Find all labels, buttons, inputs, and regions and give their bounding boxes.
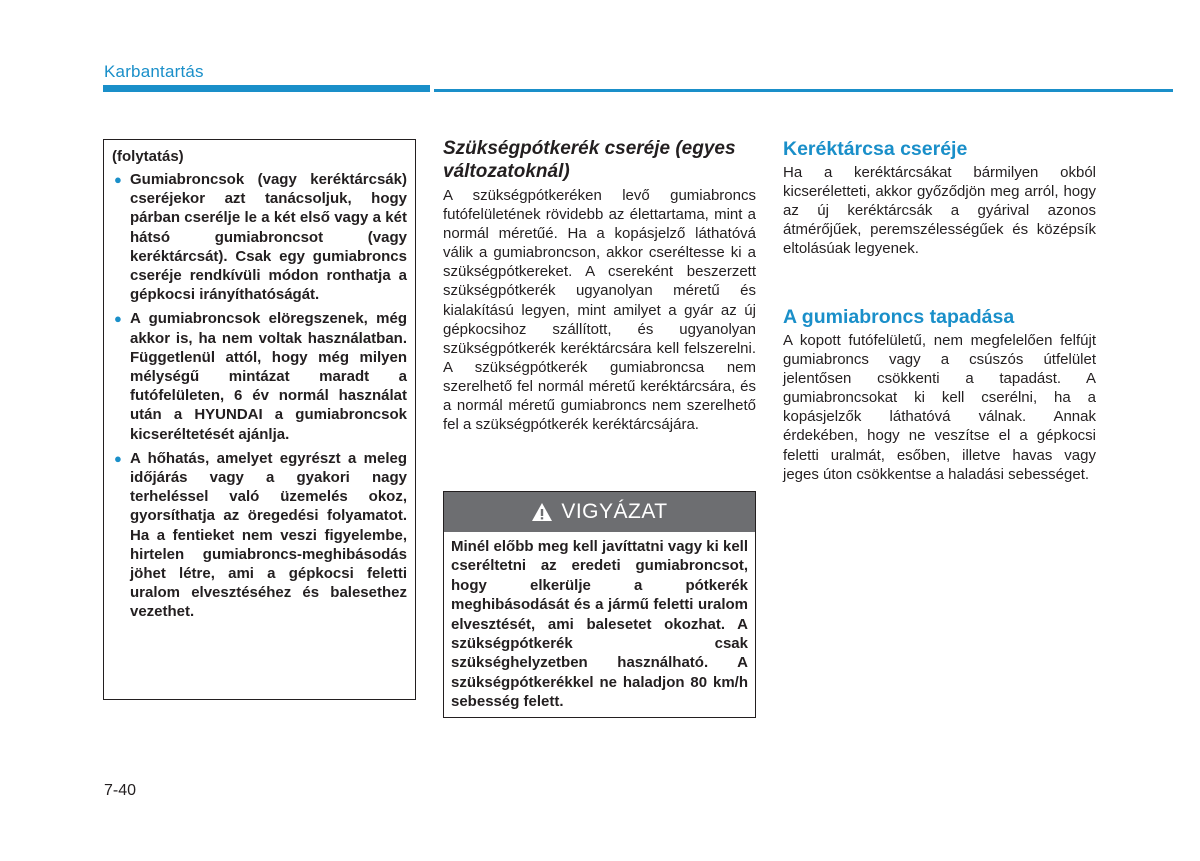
wheel-replacement-heading: Keréktárcsa cseréje (783, 138, 968, 160)
bullet-icon: ● (114, 450, 122, 466)
warning-triangle-icon (531, 502, 553, 522)
traction-section (783, 305, 1096, 484)
header-rule-right (434, 89, 1173, 92)
list-item (112, 449, 407, 622)
list-item (112, 309, 407, 443)
spare-tire-section (443, 137, 756, 434)
list-item (112, 170, 407, 304)
bullet-icon: ● (114, 172, 122, 187)
continued-notice-box (103, 139, 416, 700)
caution-body: Minél előbb meg kell javíttatni vagy ki kell cseréltetni az eredeti gumiabroncsot, hogy elkerülje a pótkerék meghibásodását és a jármű feletti uralom elvesztését, ami balesetet okozhat. A szükségpótkerék csak szükséghelyzetben használható. A szükségpótkerékkel ne haladjon 80 km/h sebesség felett. (451, 538, 748, 711)
traction-body: A kopott futófelületű, nem megfelelően felfújt gumiabroncs vagy a csúszós útfelület jelentősen csökkenti a tapadást. A gumiabroncsokat ki kell cserélni, ha a kopásjelzők láthatóvá válnak. Annak érdekében, hogy ne veszítse el a gépkocsi feletti uralmát, esőben, illetve havas vagy jeges úton csökkentse a haladási sebességet. (783, 332, 1096, 483)
page-number: 7-40 (104, 782, 137, 799)
continued-heading: (folytatás) (112, 148, 184, 165)
wheel-replacement-body: Ha a keréktárcsákat bármilyen okból kicseréletteti, akkor győződjön meg arról, hogy az új keréktárcsák a gyárival azonos átmérőjűek, peremszélességűek és középsík eltolásúak legyenek. (783, 164, 1096, 258)
bullet-text: A gumiabroncsok elöregszenek, még akkor is, ha nem voltak használatban. Függetlenül attól, hogy még milyen mélységű mintázat maradt a futófelületen, 6 év normál használat után a HYUNDAI a gumiabroncsok kicseréltetését ajánlja. (130, 310, 407, 443)
continued-bullet-list (112, 170, 407, 622)
bullet-icon: ● (114, 311, 122, 327)
spare-tire-body: A szükségpótkeréken levő gumiabroncs futófelületének rövidebb az élettartama, mint a normál méretűé. Ha a kopásjelző láthatóvá válik a gumiabroncson, akkor cseréltesse ki a szükségpótkereket. A csereként beszerzett szükségpótkerék ugyanolyan méretű és kialakítású legyen, mint amilyet a gyár az új gépkocsihoz szállított, és ugyanolyan szükségpótkerék keréktárcsára kell felszerelni. A szükségpótkerék gumiabroncsa nem szerelhető fel normál méretű keréktárcsára, és a normál méretű gumiabroncs nem szerelhető fel a szükségpótkerék keréktárcsájára. (443, 187, 756, 434)
bullet-text: A hőhatás, amelyet egyrészt a meleg időjárás vagy a gyakori nagy terheléssel való üzemelés okoz, gyorsíthatja az öregedési folyamatot. Ha a fentieket nem veszi figyelembe, hirtelen gumiabroncs-meghibásodás jöhet létre, ami a gépkocsi feletti uralom elvesztéséhez és balesethez vezethet. (130, 449, 407, 621)
caution-header (444, 492, 755, 532)
wheel-replacement-section (783, 137, 1096, 258)
header-rule-left (103, 85, 430, 92)
bullet-text: Gumiabroncsok (vagy keréktárcsák) cseréjekor azt tanácsoljuk, hogy párban cserélje le a két első vagy a két hátsó gumiabroncsot (vagy keréktárcsát). Csak egy gumiabroncs cseréje rendkívüli módon ronthatja a gépkocsi irányíthatóságát. (130, 171, 407, 304)
spare-tire-heading: Szükségpótkerék cseréje (egyes változatoknál) (443, 138, 736, 182)
caution-box (443, 491, 756, 718)
section-title: Karbantartás (104, 62, 204, 81)
caution-title: VIGYÁZAT (561, 500, 668, 523)
traction-heading: A gumiabroncs tapadása (783, 306, 1015, 328)
